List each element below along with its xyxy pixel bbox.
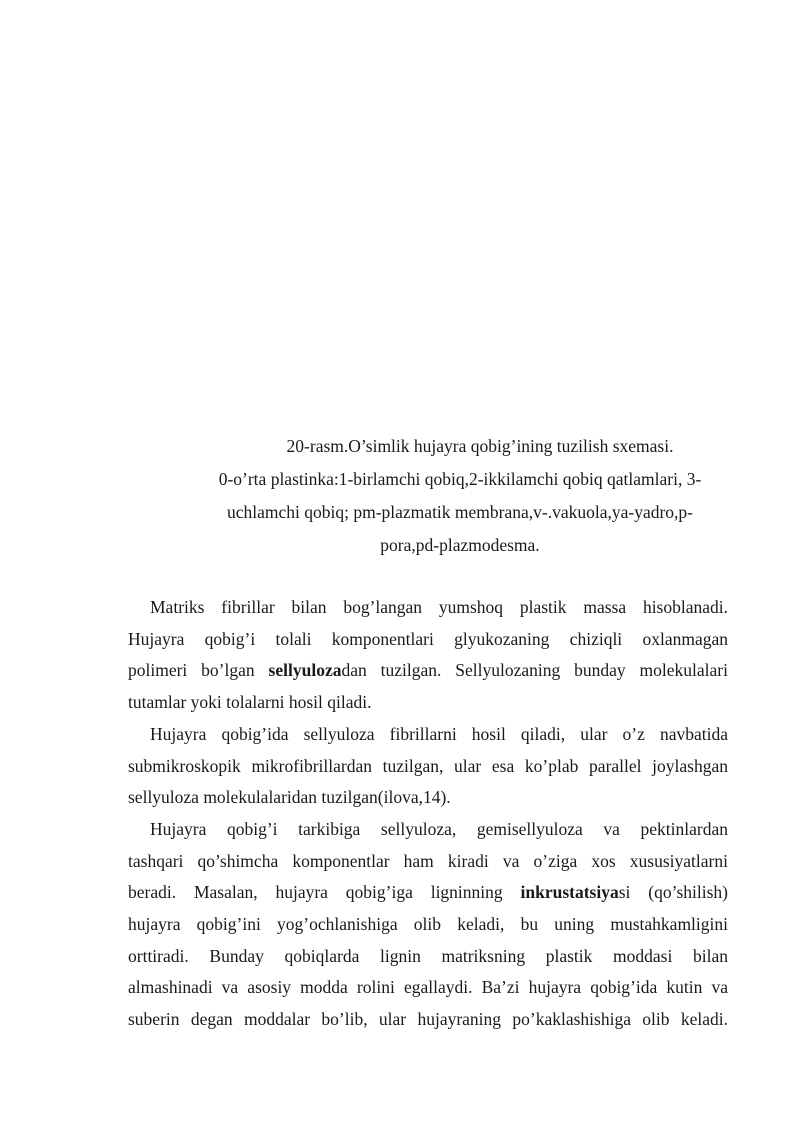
text-line: Hujayra qobig’i tolali komponentlari glyukozaning chiziqli oxlanmagan: [128, 628, 728, 649]
text-line: submikroskopik mikrofibrillardan tuzilgan, ular esa ko’plab parallel joylashgan: [128, 755, 728, 776]
text-line: Matriks fibrillar bilan bog’langan yumshoq plastik massa hisoblanadi.: [150, 597, 728, 617]
text-line: orttiradi. Bunday qobiqlarda lignin matriksning plastik moddasi bilan: [128, 945, 728, 966]
paragraph-2: [128, 719, 728, 814]
text-line: [128, 877, 728, 909]
figure-caption: [150, 430, 770, 562]
text-line: sellyuloza molekulalaridan tuzilgan(ilova,14).: [128, 787, 451, 808]
text-line: Hujayra qobig’ida sellyuloza fibrillarni hosil qiladi, ular o’z navbatida: [150, 723, 728, 744]
text-line: tashqari qo’shimcha komponentlar ham kiradi va o’ziga xos xususiyatlarni: [128, 850, 728, 871]
bold-term-inkrustatsiya: inkrustatsiya: [520, 882, 619, 903]
text-line: tutamlar yoki tolalarni hosil qiladi.: [128, 692, 372, 713]
text-line: almashinadi va asosiy modda rolini egallaydi. Ba’zi hujayra qobig’ida kutin va: [128, 977, 728, 998]
text-span: si (qo’shilish): [618, 882, 728, 903]
text-span: polimeri bo’lgan: [128, 660, 269, 681]
paragraph-1: [128, 592, 728, 719]
caption-title: 20-rasm.O’simlik hujayra qobig’ining tuzilish sxemasi.: [286, 436, 674, 456]
caption-line-3: uchlamchi qobiq; pm-plazmatik membrana,v-.vakuola,ya-yadro,p-: [226, 502, 694, 522]
text-line: suberin degan moddalar bo’lib, ular hujayraning po’kaklashishiga olib keladi.: [128, 1009, 728, 1030]
text-line: hujayra qobig’ini yog’ochlanishiga olib keladi, bu uning mustahkamligini: [128, 914, 728, 935]
paragraph-3: [128, 814, 728, 1036]
text-line: Hujayra qobig’i tarkibiga sellyuloza, gemisellyuloza va pektinlardan: [150, 818, 728, 839]
caption-line-2: 0-o’rta plastinka:1-birlamchi qobiq,2-ikkilamchi qobiq qatlamlari, 3-: [218, 469, 702, 489]
bold-term-sellyuloza: sellyuloza: [268, 660, 342, 681]
caption-line-4: pora,pd-plazmodesma.: [380, 535, 540, 555]
text-span: dan tuzilgan. Sellyulozaning bunday molekulalari: [341, 660, 728, 681]
text-line: [128, 655, 728, 687]
figure-placeholder: [128, 60, 728, 420]
body-text: [128, 592, 728, 1036]
text-span: beradi. Masalan, hujayra qobig’iga ligninning: [128, 882, 521, 903]
